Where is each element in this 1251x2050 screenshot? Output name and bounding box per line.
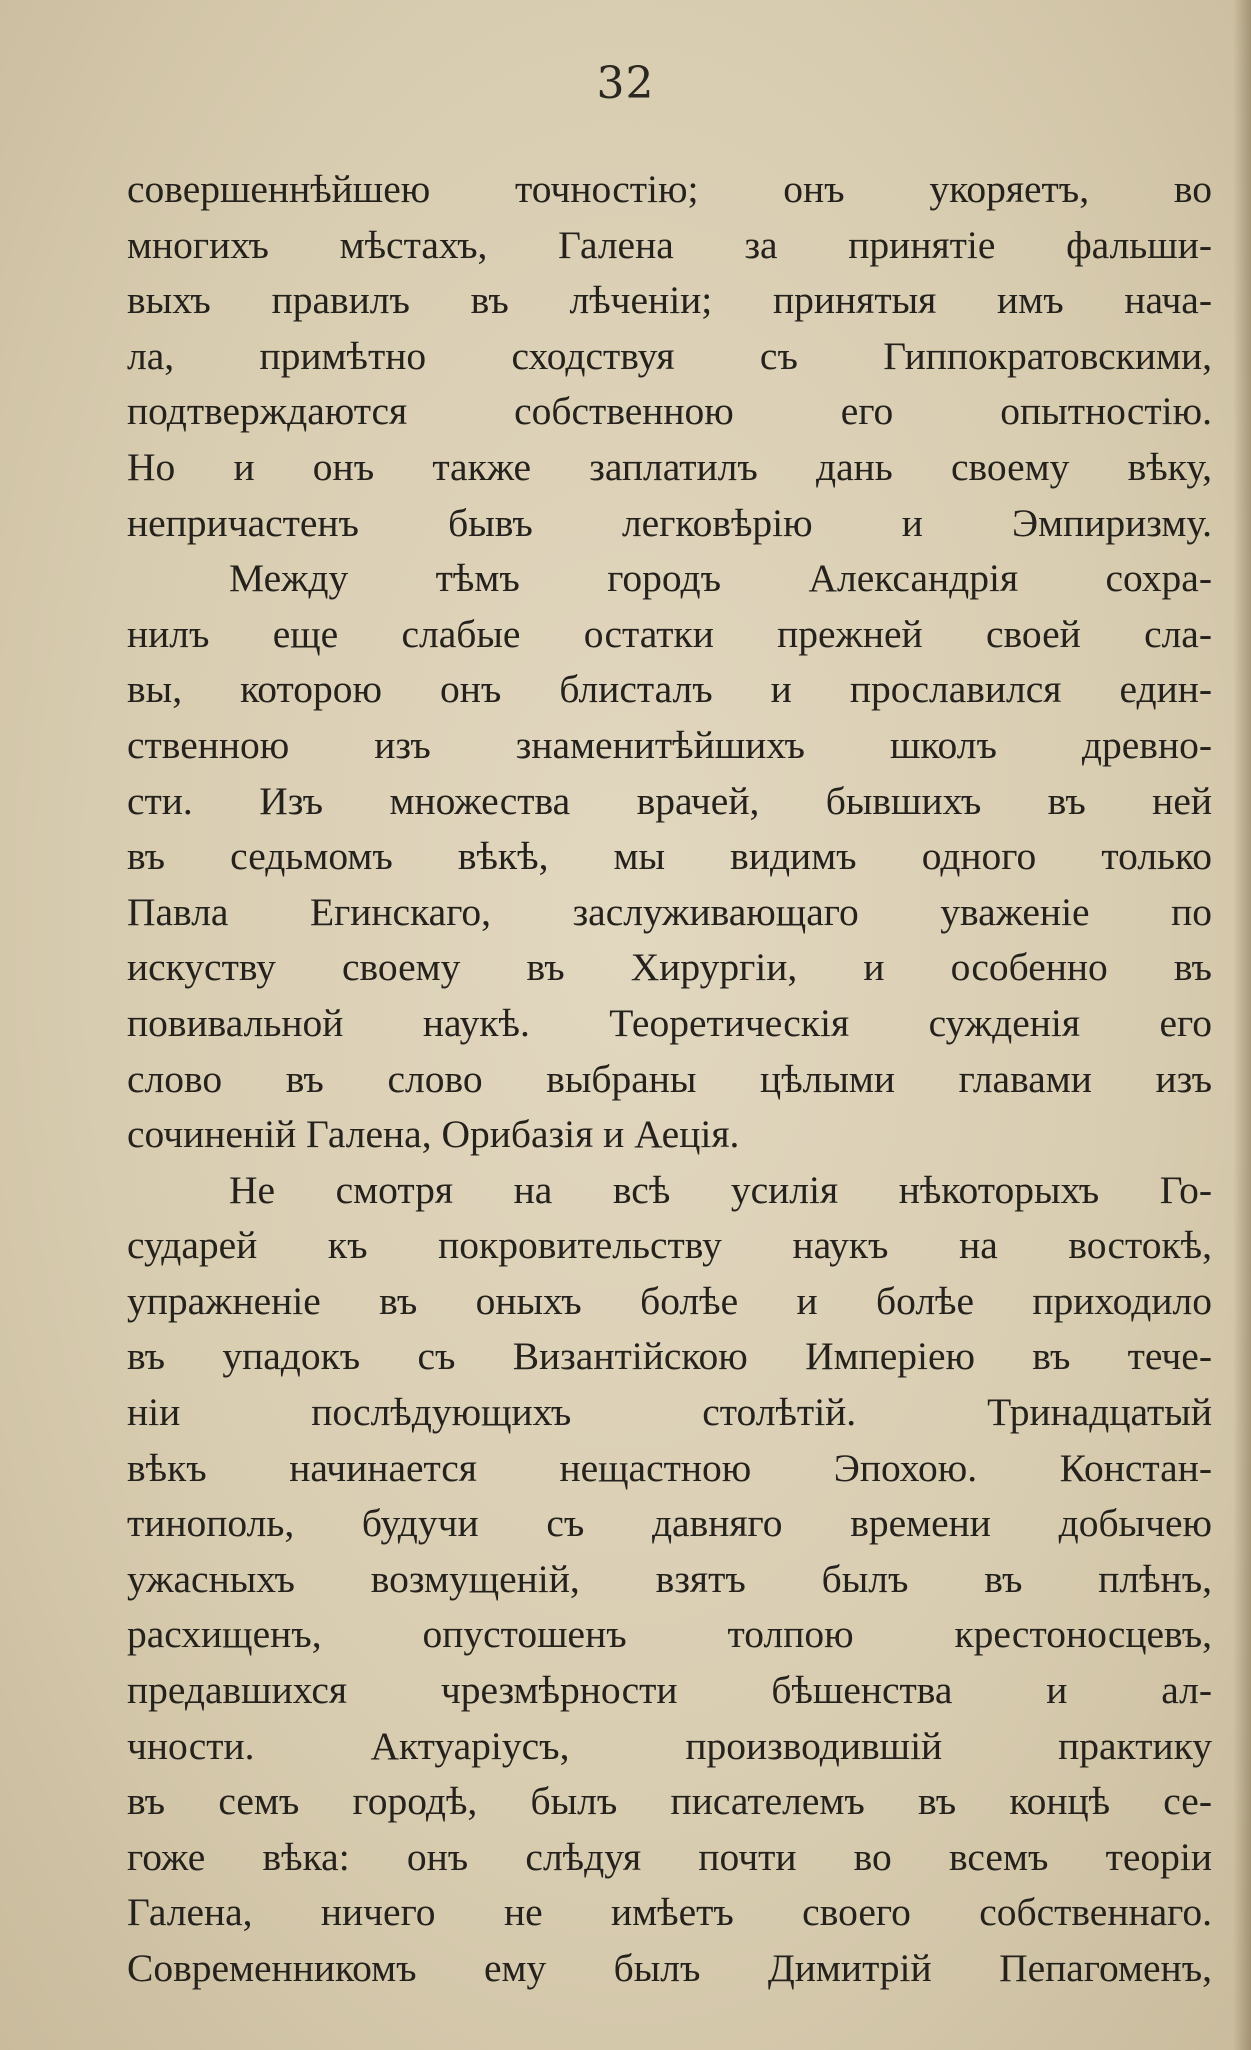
text-line: ла, примѣтно сходствуя съ Гиппократовскими, xyxy=(127,333,1212,378)
paragraph-end-line: сочиненій Галена, Орибазія и Аеція. xyxy=(127,1112,740,1157)
body-text xyxy=(127,162,1212,1997)
text-line: сти. Изъ множества врачей, бывшихъ въ ней xyxy=(127,778,1212,823)
text-line: нилъ еще слабые остатки прежней своей сла- xyxy=(127,611,1212,656)
text-line: гоже вѣка: онъ слѣдуя почти во всемъ теоріи xyxy=(127,1834,1212,1879)
text-line: искуству своему въ Хирургіи, и особенно въ xyxy=(127,945,1212,990)
text-line: Павла Егинскаго, заслуживающаго уваженіе по xyxy=(127,889,1212,934)
text-line: ужасныхъ возмущеній, взятъ былъ въ плѣнъ, xyxy=(127,1556,1212,1601)
text-line: въ седьмомъ вѣкѣ, мы видимъ одного только xyxy=(127,834,1212,879)
text-line: вы, которою онъ блисталъ и прославился един- xyxy=(127,667,1212,712)
text-line: многихъ мѣстахъ, Галена за принятіе фальши- xyxy=(127,222,1212,267)
text-line: подтверждаются собственною его опытностію. xyxy=(127,389,1212,434)
text-line: Но и онъ также заплатилъ дань своему вѣку, xyxy=(127,444,1212,489)
paragraph-start-line: Не смотря на всѣ усилія нѣкоторыхъ Го- xyxy=(229,1167,1212,1212)
text-line: вѣкъ начинается нещастною Эпохою. Констан- xyxy=(127,1445,1212,1490)
text-line: упражненіе въ оныхъ болѣе и болѣе приходило xyxy=(127,1278,1212,1323)
text-line: Современникомъ ему былъ Димитрій Пепагоменъ, xyxy=(127,1946,1212,1990)
text-line: ніи послѣдующихъ столѣтій. Тринадцатый xyxy=(127,1390,1212,1435)
text-line: ственною изъ знаменитѣйшихъ школъ древно- xyxy=(127,722,1212,767)
text-line: чности. Актуаріусъ, производившій практику xyxy=(127,1723,1212,1768)
page-edge-shadow xyxy=(1233,0,1251,2050)
text-line: сударей къ покровительству наукъ на востокѣ, xyxy=(127,1223,1212,1268)
text-line: совершеннѣйшею точностію; онъ укоряетъ, во xyxy=(127,167,1212,211)
text-line: тинополь, будучи съ давняго времени добычею xyxy=(127,1501,1212,1546)
text-line: Галена, ничего не имѣетъ своего собственнаго. xyxy=(127,1890,1212,1935)
text-line: выхъ правилъ въ лѣченіи; принятыя имъ нача- xyxy=(127,278,1212,323)
text-line: въ упадокъ съ Византійскою Имперіею въ тече- xyxy=(127,1334,1212,1379)
text-line: предавшихся чрезмѣрности бѣшенства и ал- xyxy=(127,1668,1212,1713)
paragraph-start-line: Между тѣмъ городъ Александрія сохра- xyxy=(229,556,1212,601)
text-line: повивальной наукѣ. Теоретическія сужденія его xyxy=(127,1000,1212,1045)
page-number: 32 xyxy=(596,58,655,109)
text-line: непричастенъ бывъ легковѣрію и Эмпиризму. xyxy=(127,500,1212,545)
text-line: расхищенъ, опустошенъ толпою крестоносцевъ, xyxy=(127,1612,1212,1657)
text-line: слово въ слово выбраны цѣлыми главами изъ xyxy=(127,1056,1212,1101)
text-line: въ семъ городѣ, былъ писателемъ въ концѣ се- xyxy=(127,1779,1212,1824)
